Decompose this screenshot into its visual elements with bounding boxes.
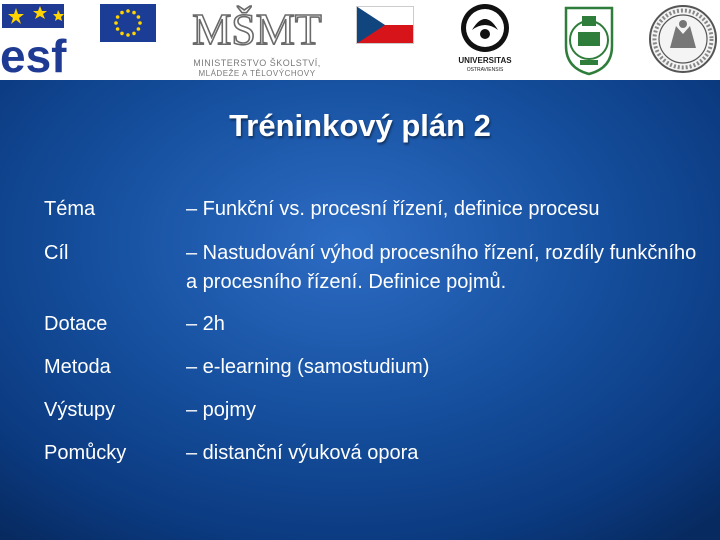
row-label: Dotace: [44, 313, 108, 335]
row-value: – pojmy: [186, 399, 257, 421]
slide-title: Tréninkový plán 2: [229, 108, 491, 143]
university-emblem-icon: [448, 2, 522, 56]
green-seal-icon: [560, 2, 618, 76]
university-name: UNIVERSITAS: [458, 56, 512, 65]
msmt-line2: MLÁDEŽE A TĚLOVÝCHOVY: [198, 69, 316, 78]
row-value: – distanční výuková opora: [186, 442, 419, 464]
esf-logo-text: esf: [0, 30, 67, 78]
msmt-mark: [172, 0, 342, 58]
university-subname: OSTRAVIENSIS: [466, 67, 504, 73]
silesian-seal-icon: [648, 2, 718, 76]
msmt-line1: MINISTERSTVO ŠKOLSTVÍ,: [193, 58, 321, 68]
czech-flag: [356, 6, 414, 44]
university-ostrava-logo: [448, 2, 522, 78]
row-value: – 2h: [186, 313, 225, 335]
esf-logo: [0, 0, 92, 78]
msmt-logo: [172, 0, 342, 80]
logo-bar: [0, 0, 720, 80]
row-value: – Nastudování výhod procesního řízení, rozdíly funkčního a procesního řízení. Definice pojmů.: [186, 242, 697, 293]
row-label: Pomůcky: [44, 442, 127, 464]
row-label: Metoda: [44, 356, 111, 378]
row-label: Téma: [44, 198, 96, 220]
row-label: Výstupy: [44, 399, 116, 421]
msmt-letters: MŠMT: [192, 5, 322, 54]
row-value: – e-learning (samostudium): [186, 356, 430, 378]
eu-flag: [100, 4, 156, 42]
row-label: Cíl: [44, 242, 69, 264]
row-value: – Funkční vs. procesní řízení, definice procesu: [186, 198, 600, 220]
